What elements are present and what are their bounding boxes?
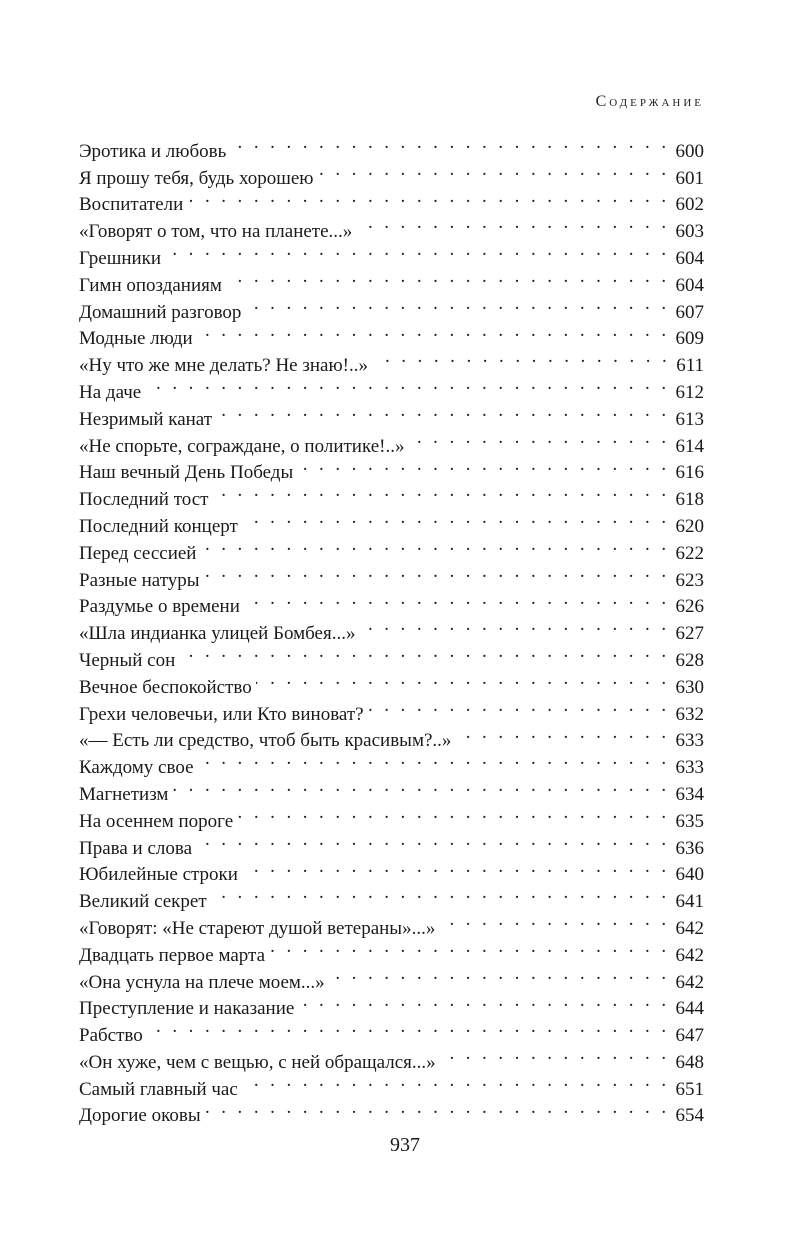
toc-entry-title: Воспитатели [79, 194, 184, 216]
toc-entry-title: Великий секрет [79, 891, 207, 913]
dot-leader [226, 264, 670, 291]
toc-entry-page: 632 [675, 703, 704, 725]
toc-entry-title: Домашний разговор [79, 301, 242, 323]
toc-entry [79, 264, 704, 296]
toc-entry-page: 633 [675, 757, 704, 779]
toc-entry-page: 600 [675, 140, 704, 162]
toc-entry-page: 642 [675, 917, 704, 939]
toc-entry-title: «Не спорьте, сограждане, о политике!..» [79, 435, 405, 457]
toc-entry-page: 618 [675, 489, 704, 511]
toc-entry-page: 636 [675, 837, 704, 859]
dot-leader [329, 961, 670, 988]
toc-entry [79, 773, 704, 805]
dot-leader [455, 720, 669, 747]
toc-entry-page: 601 [675, 167, 704, 189]
toc-entry-page: 614 [675, 435, 704, 457]
toc-entry-title: Разные натуры [79, 569, 200, 591]
toc-entry-title: «Он хуже, чем с вещью, с ней обращался...» [79, 1051, 436, 1073]
toc-entry [79, 398, 704, 430]
toc-entry-page: 654 [675, 1105, 704, 1127]
dot-leader [359, 612, 669, 639]
dot-leader [216, 398, 669, 425]
page-number: 937 [390, 1134, 420, 1156]
dot-leader [368, 693, 670, 720]
dot-leader [439, 907, 669, 934]
toc-entry [79, 371, 704, 403]
toc-entry-page: 607 [675, 301, 704, 323]
dot-leader [200, 532, 669, 559]
toc-entry-page: 613 [675, 408, 704, 430]
toc-entry-page: 630 [675, 676, 704, 698]
dot-leader [269, 934, 669, 961]
toc-entry-page: 642 [675, 971, 704, 993]
toc-entry-title: Юбилейные строки [79, 864, 238, 886]
dot-leader [297, 452, 669, 479]
toc-entry-page: 648 [675, 1051, 704, 1073]
toc-entry-title: Последний тост [79, 489, 209, 511]
toc-entry-title: Преступление и наказание [79, 998, 295, 1020]
toc-entry-title: Дорогие оковы [79, 1105, 201, 1127]
toc-entry-title: «— Есть ли средство, чтоб быть красивым?..» [79, 730, 452, 752]
toc-entry-page: 603 [675, 221, 704, 243]
toc-entry-title: Магнетизм [79, 783, 169, 805]
dot-leader [356, 210, 669, 237]
toc-entry [79, 237, 704, 269]
dot-leader [198, 746, 670, 773]
toc-entry [79, 800, 704, 832]
toc-entry-page: 641 [675, 891, 704, 913]
dot-leader [245, 291, 669, 318]
running-head: Содержание [595, 93, 704, 110]
toc-entry [79, 1014, 704, 1047]
dot-leader [242, 505, 670, 532]
table-of-contents [79, 130, 704, 1127]
toc-entry-page: 611 [676, 355, 704, 377]
dot-leader [165, 237, 669, 264]
dot-leader [197, 318, 670, 345]
dot-leader [172, 773, 669, 800]
toc-entry-title: Модные люди [79, 328, 193, 350]
dot-leader [237, 800, 669, 827]
toc-entry-page: 626 [675, 596, 704, 618]
toc-entry-title: Черный сон [79, 649, 176, 671]
toc-entry-page: 612 [675, 381, 704, 403]
toc-entry-page: 642 [675, 944, 704, 966]
dot-leader [147, 1014, 670, 1041]
toc-entry-page: 651 [675, 1078, 704, 1100]
toc-entry-title: Права и слова [79, 837, 193, 859]
toc-entry [79, 130, 704, 162]
toc-entry-title: Рабство [79, 1025, 143, 1047]
dot-leader [372, 344, 670, 371]
dot-leader [204, 559, 670, 586]
dot-leader [211, 880, 670, 907]
toc-entry-title: Грехи человечьи, или Кто виноват? [79, 703, 364, 725]
dot-leader [196, 827, 669, 854]
toc-entry-title: Самый главный час [79, 1078, 238, 1100]
toc-entry-title: «Она уснула на плече моем...» [79, 971, 325, 993]
dot-leader [242, 1068, 670, 1095]
toc-entry-title: Грешники [79, 247, 162, 269]
toc-entry-page: 628 [675, 649, 704, 671]
toc-entry-page: 604 [675, 247, 704, 269]
toc-entry-title: Эротика и любовь [79, 140, 227, 162]
toc-entry-page: 647 [675, 1025, 704, 1047]
toc-entry-title: «Шла индианка улицей Бомбея...» [79, 623, 356, 645]
toc-entry-title: «Ну что же мне делать? Не знаю!..» [79, 355, 368, 377]
toc-entry-title: На даче [79, 381, 142, 403]
toc-entry-title: На осеннем пороге [79, 810, 234, 832]
dot-leader [440, 1041, 670, 1068]
toc-entry-page: 644 [675, 998, 704, 1020]
dot-leader [256, 666, 670, 693]
toc-entry-title: Незримый канат [79, 408, 213, 430]
toc-entry-title: Вечное беспокойство [79, 676, 252, 698]
dot-leader [298, 988, 669, 1015]
toc-entry-title: Двадцать первое марта [79, 944, 266, 966]
dot-leader [145, 371, 669, 398]
toc-entry-page: 627 [675, 623, 704, 645]
dot-leader [244, 586, 670, 613]
toc-entry-title: Раздумье о времени [79, 596, 240, 618]
dot-leader [212, 478, 669, 505]
toc-entry-title: Перед сессией [79, 542, 197, 564]
toc-entry-title: Наш вечный День Победы [79, 462, 294, 484]
dot-leader [318, 157, 670, 184]
toc-entry-title: «Говорят о том, что на планете...» [79, 221, 353, 243]
toc-entry-page: 633 [675, 730, 704, 752]
toc-entry [79, 1041, 704, 1073]
dot-leader [230, 130, 669, 157]
toc-entry-page: 640 [675, 864, 704, 886]
toc-entry-page: 623 [675, 569, 704, 591]
dot-leader [242, 854, 670, 881]
toc-entry-page: 620 [675, 515, 704, 537]
dot-leader [187, 184, 669, 211]
toc-entry-page: 616 [675, 462, 704, 484]
toc-entry-page: 602 [675, 194, 704, 216]
dot-leader [205, 1095, 670, 1122]
toc-entry-page: 635 [675, 810, 704, 832]
toc-entry-title: Последний концерт [79, 515, 238, 537]
toc-entry-title: Гимн опозданиям [79, 274, 222, 296]
toc-entry-title: «Говорят: «Не стареют душой ветераны»...» [79, 917, 436, 939]
toc-entry-page: 604 [675, 274, 704, 296]
toc-entry-title: Я прошу тебя, будь хорошею [79, 167, 314, 189]
toc-entry-page: 622 [675, 542, 704, 564]
dot-leader [179, 639, 669, 666]
dot-leader [408, 425, 669, 452]
toc-entry-page: 609 [675, 328, 704, 350]
toc-entry-title: Каждому свое [79, 757, 194, 779]
toc-entry-page: 634 [675, 783, 704, 805]
